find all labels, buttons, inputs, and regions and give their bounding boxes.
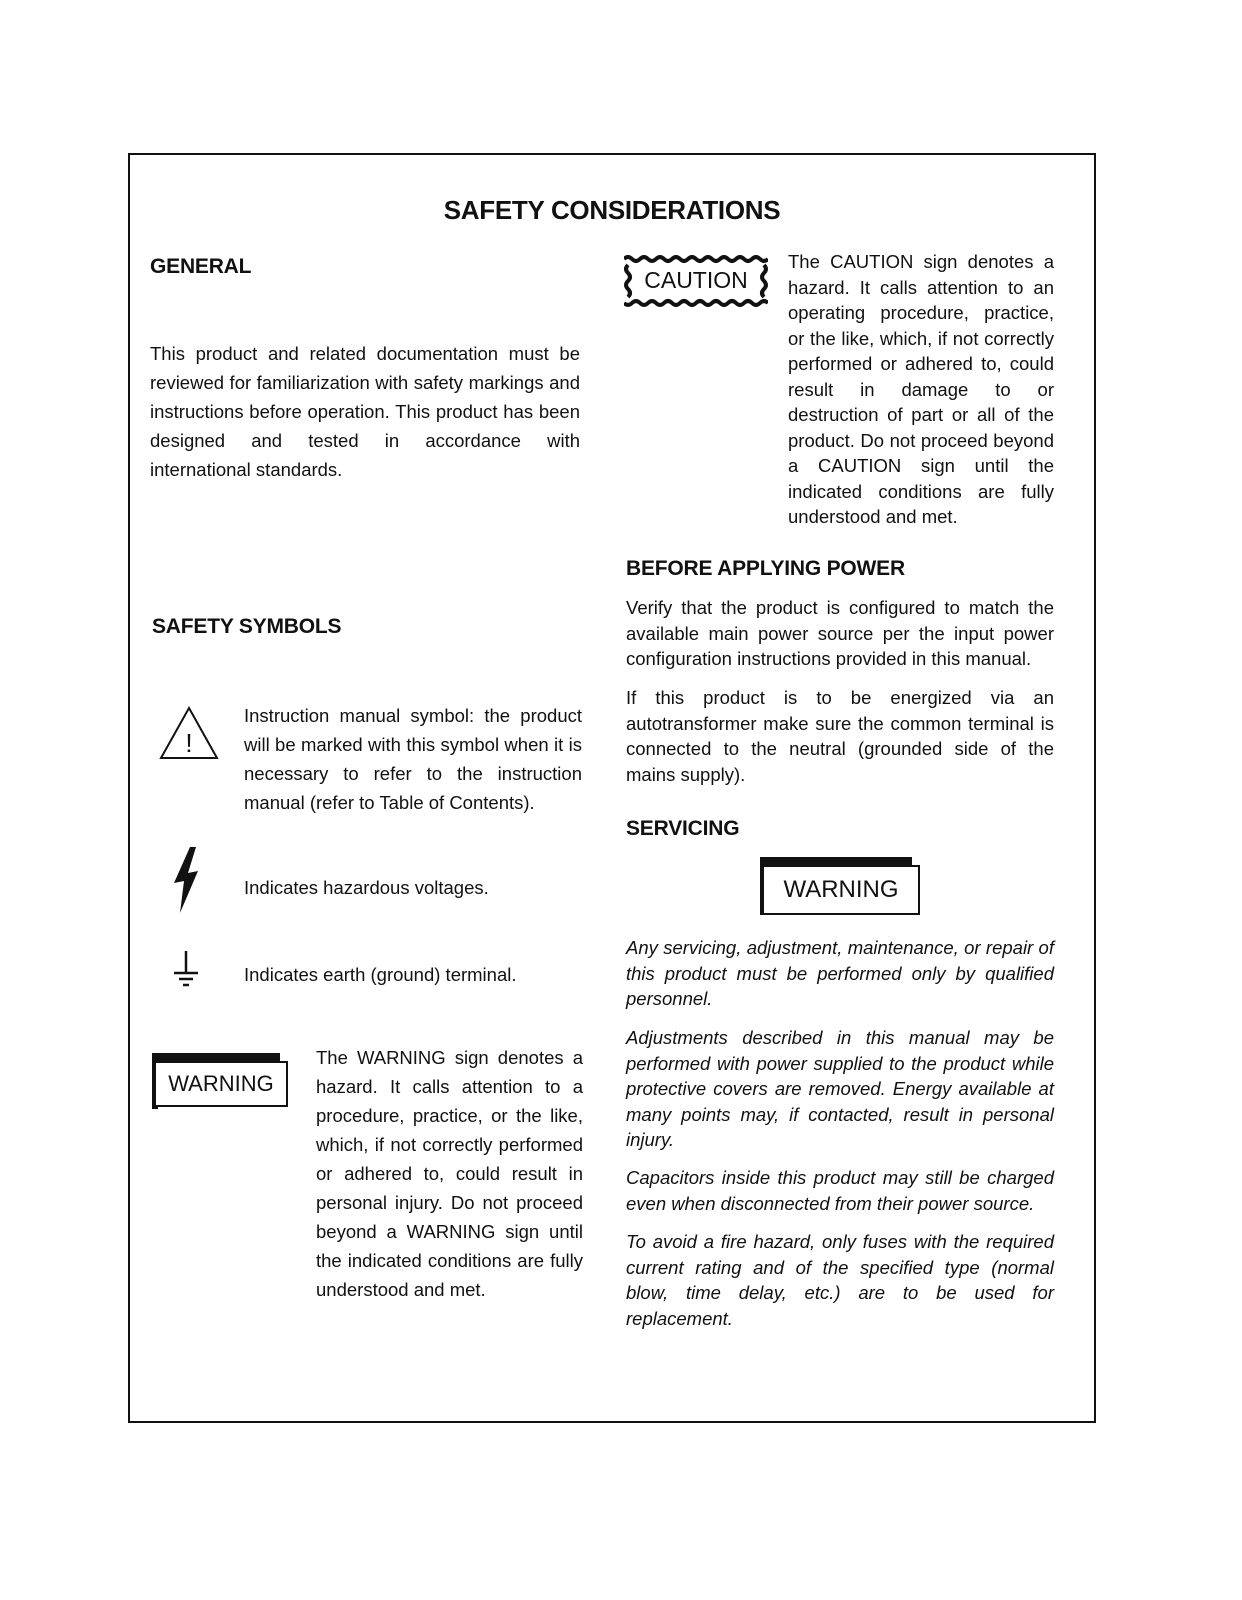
caution-text: The CAUTION sign denotes a hazard. It calls attention to an operating procedure, practice, or the like, which, if not correctly performed or adhered to, could result in damage to or destruction of part or all of the product. Do not proceed beyond a CAUTION sign until the indicated conditions are fully understood and met.: [788, 251, 1054, 527]
before-applying-power-heading: BEFORE APPLYING POWER: [626, 557, 905, 580]
servicing-text-2: Adjustments described in this manual may be performed with power supplied to the product while protective covers are removed. Energy available at many points may, if contacted, result in personal injury.: [626, 1027, 1054, 1150]
instruction-manual-warning-icon: [158, 705, 220, 761]
caution-label: CAUTION: [644, 267, 748, 293]
servicing-warning-badge: WARNING: [762, 865, 920, 915]
servicing-text-1: Any servicing, adjustment, maintenance, or repair of this product must be performed only by qualified personnel.: [626, 937, 1054, 1009]
instruction-manual-text: Instruction manual symbol: the product will be marked with this symbol when it is necessary to refer to the instruction manual (refer to Table of Contents).: [244, 705, 582, 813]
safety-symbols-heading: SAFETY SYMBOLS: [152, 615, 342, 638]
servicing-text-4: To avoid a fire hazard, only fuses with the required current rating and of the specified type (normal blow, time delay, etc.) are to be used for replacement.: [626, 1231, 1054, 1329]
servicing-text-3: Capacitors inside this product may still be charged even when disconnected from their power source.: [626, 1167, 1054, 1214]
warning-badge: WARNING: [154, 1061, 288, 1107]
svg-text:!: !: [185, 728, 193, 758]
page-title: SAFETY CONSIDERATIONS: [443, 195, 781, 225]
earth-ground-text: Indicates earth (ground) terminal.: [244, 964, 517, 985]
warning-sign-text: The WARNING sign denotes a hazard. It calls attention to a procedure, practice, or the like, which, if not correctly performed or adhered to, could result in personal injury. Do not proceed beyond a WARNING sign until the indicated conditions are fully understood and met.: [316, 1047, 583, 1300]
hazardous-voltage-text: Indicates hazardous voltages.: [244, 877, 489, 898]
before-power-text-2: If this product is to be energized via an autotransformer make sure the common terminal is connected to the neutral (grounded side of the mains supply).: [626, 687, 1054, 785]
hazardous-voltage-icon: [170, 845, 206, 915]
general-heading: GENERAL: [150, 255, 252, 278]
page-frame: [128, 153, 1096, 1423]
general-text: This product and related documentation must be reviewed for familiarization with safety markings and instructions before operation. This product has been designed and tested in accordance with international standards.: [150, 343, 580, 480]
before-power-text-1: Verify that the product is configured to match the available main power source per the input power configuration instructions provided in this manual.: [626, 597, 1054, 669]
caution-sign: [624, 255, 768, 307]
earth-ground-icon: [172, 949, 200, 989]
servicing-heading: SERVICING: [626, 817, 740, 840]
